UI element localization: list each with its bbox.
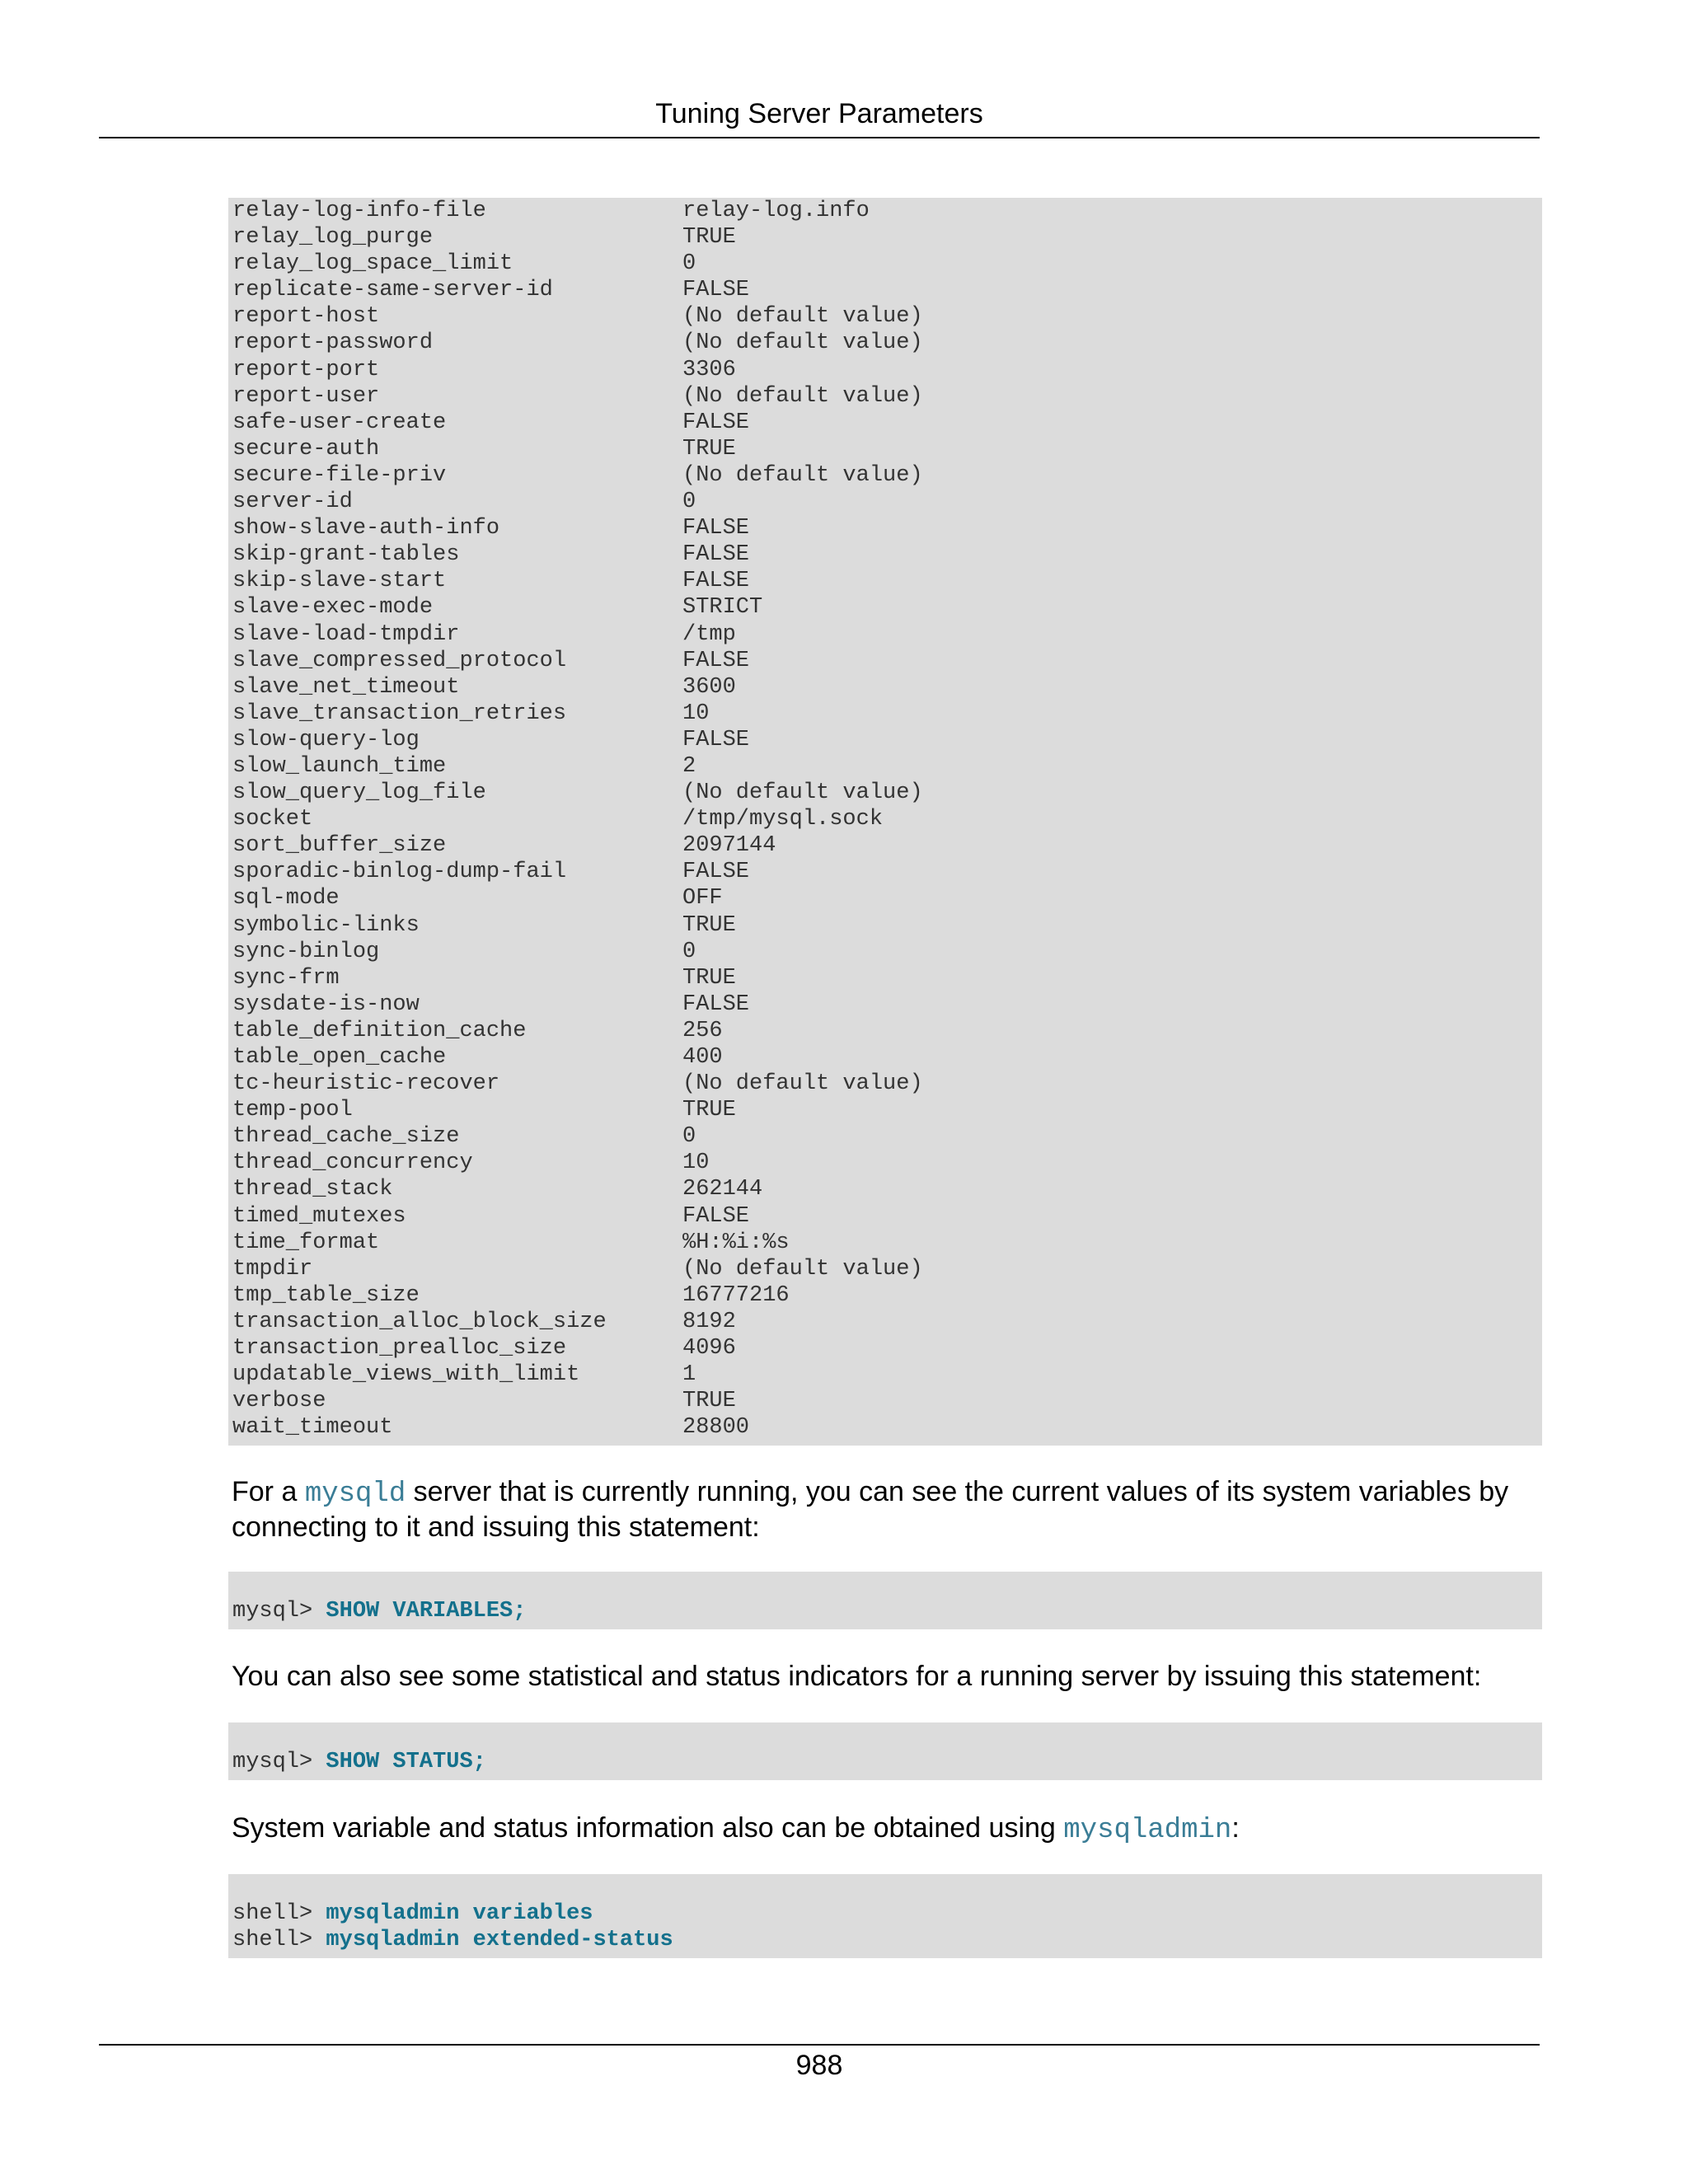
variable-name: tmp_table_size [232, 1282, 420, 1308]
variable-default-value: 256 [682, 1018, 723, 1043]
variable-default-value: 10 [682, 701, 710, 726]
code-line [232, 1900, 1542, 1927]
paragraph-mysqld-intro [232, 1475, 1534, 1544]
variable-name: slow_query_log_file [232, 780, 486, 806]
variable-row [232, 1414, 1542, 1441]
page-number: 988 [795, 2050, 843, 2081]
variable-row [232, 1150, 1542, 1176]
variable-default-value: FALSE [682, 727, 750, 752]
variable-row [232, 1071, 1542, 1097]
variable-name: wait_timeout [232, 1415, 393, 1441]
variable-name: replicate-same-server-id [232, 278, 553, 303]
variable-name: skip-grant-tables [232, 542, 460, 568]
variable-row [232, 727, 1542, 753]
variable-row [232, 1097, 1542, 1123]
code-command: SHOW STATUS; [326, 1750, 486, 1774]
variable-default-value: (No default value) [682, 462, 923, 488]
variable-default-value: 2097144 [682, 833, 776, 859]
variable-row [232, 1282, 1542, 1309]
variable-row [232, 568, 1542, 594]
variable-default-value: 0 [682, 251, 696, 277]
variable-name: verbose [232, 1389, 326, 1414]
variable-name: tmpdir [232, 1256, 313, 1282]
variable-name: transaction_alloc_block_size [232, 1309, 607, 1334]
paragraph-status-intro: You can also see some statistical and status indicators for a running server by issuing this statement: [232, 1661, 1482, 1692]
variable-row [232, 939, 1542, 965]
variable-default-value: (No default value) [682, 304, 923, 330]
variable-name: thread_stack [232, 1177, 393, 1202]
code-command: mysqladmin variables [326, 1901, 593, 1926]
variable-row [232, 1335, 1542, 1361]
variable-default-value: 262144 [682, 1177, 763, 1202]
variable-name: report-user [232, 383, 380, 409]
variable-row [232, 462, 1542, 489]
variable-name: time_format [232, 1230, 380, 1255]
mysqladmin-link[interactable]: mysqladmin [1063, 1815, 1232, 1846]
page-header-title: Tuning Server Parameters [655, 98, 983, 129]
code-prompt: shell> [232, 1928, 326, 1953]
show-status-code-block [228, 1722, 1542, 1780]
variable-name: sporadic-binlog-dump-fail [232, 860, 567, 885]
mysqladmin-code-block [228, 1874, 1542, 1958]
variable-name: socket [232, 807, 313, 832]
variable-default-value: FALSE [682, 860, 750, 885]
variable-row [232, 885, 1542, 912]
variable-default-value: TRUE [682, 965, 736, 991]
variable-default-value: relay-log.info [682, 199, 870, 223]
paragraph-text-before: System variable and status information also can be obtained using [232, 1812, 1064, 1844]
variable-row [232, 859, 1542, 885]
variable-row [232, 701, 1542, 727]
code-command: SHOW VARIABLES; [326, 1599, 527, 1624]
variable-name: relay_log_purge [232, 225, 434, 251]
variable-name: slow_launch_time [232, 753, 447, 779]
paragraph-text-after: server that is currently running, you can see the current values of its system variables by connecting to it and issuing this statement: [232, 1476, 1509, 1543]
variable-row [232, 357, 1542, 383]
variable-row [232, 303, 1542, 330]
variable-default-value: 10 [682, 1151, 710, 1176]
variable-row [232, 1309, 1542, 1335]
variable-name: slave_compressed_protocol [232, 648, 567, 673]
variable-row [232, 1361, 1542, 1388]
variable-default-value: (No default value) [682, 1071, 923, 1097]
variable-name: slave_transaction_retries [232, 701, 567, 726]
variable-row [232, 436, 1542, 462]
variable-row [232, 912, 1542, 939]
variable-row [232, 489, 1542, 515]
variable-row [232, 251, 1542, 277]
variable-default-value: %H:%i:%s [682, 1230, 790, 1255]
variable-name: slave_net_timeout [232, 674, 460, 700]
variable-name: thread_concurrency [232, 1151, 473, 1176]
variable-row [232, 1176, 1542, 1202]
paragraph-text-before: For a [232, 1476, 305, 1507]
variables-code-block [228, 198, 1542, 1446]
code-command: mysqladmin extended-status [326, 1928, 673, 1953]
variable-default-value: FALSE [682, 542, 750, 568]
variable-default-value: 0 [682, 939, 696, 964]
variable-default-value: FALSE [682, 648, 750, 673]
variable-name: transaction_prealloc_size [232, 1336, 567, 1361]
variable-row [232, 991, 1542, 1018]
variable-default-value: 16777216 [682, 1282, 790, 1308]
code-line [232, 1927, 1542, 1953]
variable-name: slave-exec-mode [232, 595, 434, 621]
variable-default-value: TRUE [682, 1389, 736, 1414]
variable-name: slave-load-tmpdir [232, 621, 460, 647]
variable-name: relay_log_space_limit [232, 251, 513, 277]
variable-row [232, 832, 1542, 859]
variable-default-value: 2 [682, 753, 696, 779]
variable-default-value: TRUE [682, 912, 736, 938]
code-prompt: mysql> [232, 1750, 326, 1774]
variable-name: temp-pool [232, 1098, 353, 1123]
variable-name: tc-heuristic-recover [232, 1071, 500, 1097]
mysqld-link[interactable]: mysqld [304, 1479, 406, 1510]
variable-row [232, 1203, 1542, 1230]
variable-row [232, 515, 1542, 541]
variable-default-value: 0 [682, 490, 696, 515]
variable-name: relay-log-info-file [232, 199, 486, 223]
variable-default-value: /tmp/mysql.sock [682, 807, 884, 832]
paragraph-mysqladmin-intro [232, 1811, 1534, 1847]
variable-name: sync-frm [232, 965, 340, 991]
variable-default-value: STRICT [682, 595, 763, 621]
variable-name: report-port [232, 357, 380, 382]
variable-default-value: /tmp [682, 621, 736, 647]
variable-name: slow-query-log [232, 727, 420, 752]
header-divider [99, 137, 1540, 138]
variable-name: report-password [232, 330, 434, 356]
variable-row [232, 753, 1542, 780]
code-prompt: shell> [232, 1901, 326, 1926]
variable-name: skip-slave-start [232, 569, 447, 594]
variable-row [232, 1123, 1542, 1150]
code-line [232, 1598, 1542, 1624]
variable-default-value: TRUE [682, 1098, 736, 1123]
variable-name: table_definition_cache [232, 1018, 527, 1043]
variable-default-value: FALSE [682, 516, 750, 541]
variable-row [232, 198, 1542, 224]
variable-name: secure-file-priv [232, 462, 447, 488]
code-prompt: mysql> [232, 1599, 326, 1624]
variable-row [232, 674, 1542, 701]
variable-row [232, 1388, 1542, 1414]
variable-default-value: FALSE [682, 1203, 750, 1229]
variable-name: table_open_cache [232, 1045, 447, 1070]
footer-divider [99, 2044, 1540, 2046]
variable-row [232, 224, 1542, 251]
variable-row [232, 806, 1542, 832]
variable-default-value: FALSE [682, 991, 750, 1017]
variable-name: symbolic-links [232, 912, 420, 938]
variable-row [232, 780, 1542, 806]
variable-default-value: 3600 [682, 674, 736, 700]
variable-default-value: 28800 [682, 1415, 750, 1441]
paragraph-text-after: : [1231, 1812, 1240, 1844]
variable-default-value: FALSE [682, 278, 750, 303]
variable-name: safe-user-create [232, 410, 447, 435]
variable-name: secure-auth [232, 436, 380, 462]
variable-name: sync-binlog [232, 939, 380, 964]
variable-name: updatable_views_with_limit [232, 1362, 580, 1388]
variable-default-value: FALSE [682, 569, 750, 594]
code-line [232, 1749, 1542, 1775]
show-variables-code-block [228, 1572, 1542, 1629]
variable-default-value: (No default value) [682, 1256, 923, 1282]
variable-default-value: TRUE [682, 225, 736, 251]
variable-default-value: TRUE [682, 436, 736, 462]
variable-default-value: 400 [682, 1045, 723, 1070]
variable-name: server-id [232, 490, 353, 515]
variable-default-value: 0 [682, 1124, 696, 1150]
variable-name: thread_cache_size [232, 1124, 460, 1150]
variable-name: sort_buffer_size [232, 833, 447, 859]
variable-row [232, 648, 1542, 674]
variable-row [232, 277, 1542, 303]
variable-default-value: 8192 [682, 1309, 736, 1334]
variable-row [232, 330, 1542, 356]
variable-default-value: (No default value) [682, 330, 923, 356]
variable-name: sql-mode [232, 886, 340, 912]
variable-name: sysdate-is-now [232, 991, 420, 1017]
variable-name: timed_mutexes [232, 1203, 406, 1229]
variable-row [232, 383, 1542, 410]
variable-default-value: OFF [682, 886, 723, 912]
variable-default-value: (No default value) [682, 383, 923, 409]
variable-row [232, 621, 1542, 648]
variable-default-value: 4096 [682, 1336, 736, 1361]
variable-default-value: 3306 [682, 357, 736, 382]
variable-row [232, 965, 1542, 991]
variable-default-value: FALSE [682, 410, 750, 435]
variable-row [232, 410, 1542, 436]
variable-row [232, 594, 1542, 621]
variable-row [232, 1256, 1542, 1282]
variable-row [232, 541, 1542, 568]
variable-row [232, 1230, 1542, 1256]
variable-default-value: (No default value) [682, 780, 923, 806]
variable-name: show-slave-auth-info [232, 516, 500, 541]
variable-row [232, 1044, 1542, 1071]
variable-default-value: 1 [682, 1362, 696, 1388]
variable-name: report-host [232, 304, 380, 330]
variable-row [232, 1018, 1542, 1044]
